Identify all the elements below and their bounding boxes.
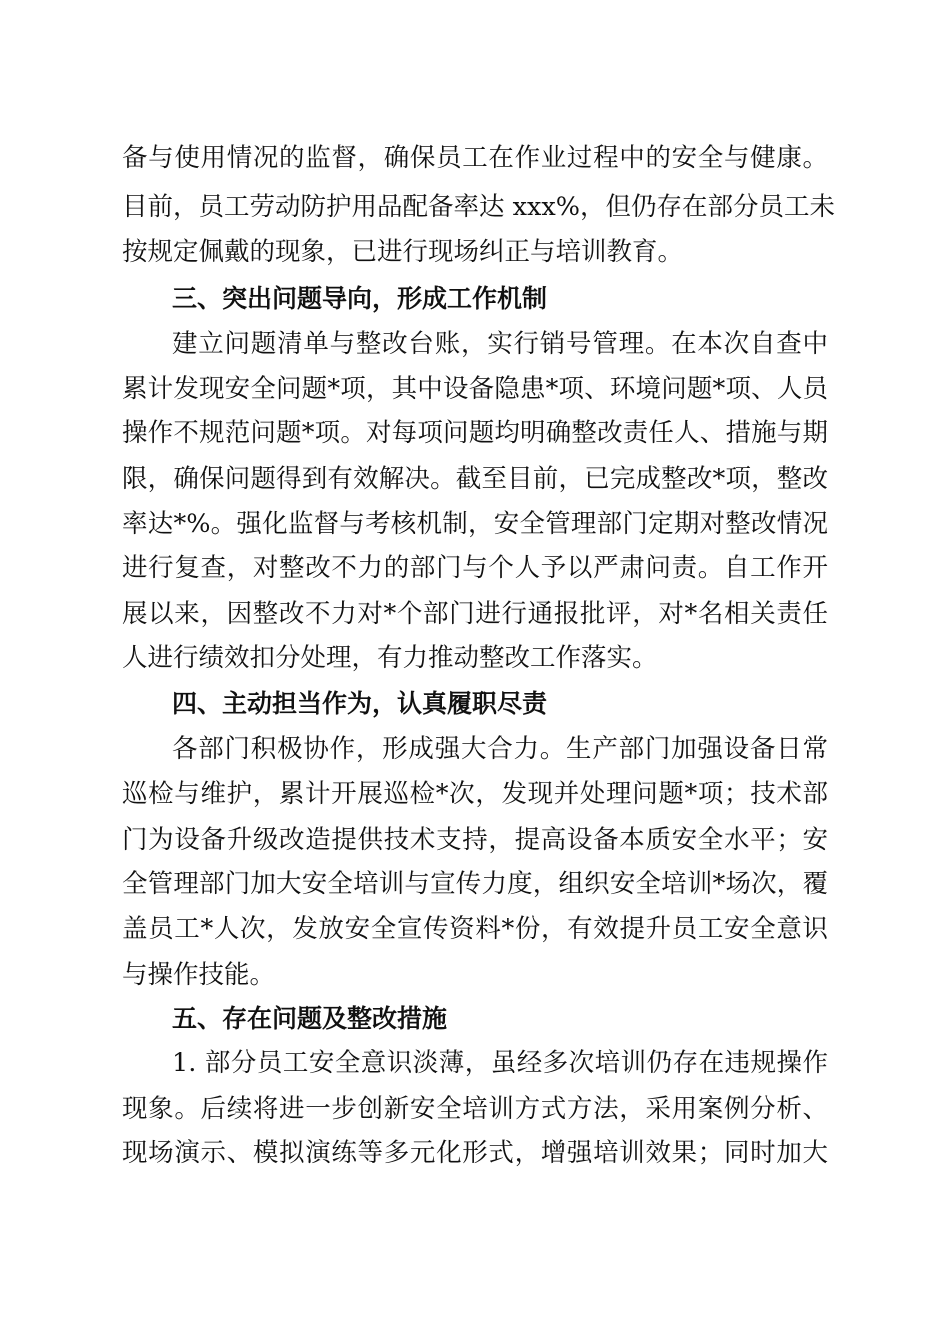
paragraph-line: 巡检与维护，累计开展巡检*次，发现并处理问题*项；技术部	[122, 779, 828, 809]
section-heading-5: 五、存在问题及整改措施	[172, 1004, 448, 1033]
paragraph-line: 全管理部门加大安全培训与宣传力度，组织安全培训*场次，覆	[122, 869, 828, 899]
paragraph-line: 目前，员工劳动防护用品配备率达 xxx%，但仍存在部分员工未	[122, 192, 835, 222]
paragraph-line: 人进行绩效扣分处理，有力推动整改工作落实。	[122, 643, 658, 673]
section-heading-3: 三、突出问题导向，形成工作机制	[172, 284, 548, 313]
paragraph-line: 现象。后续将进一步创新安全培训方式方法，采用案例分析、	[122, 1094, 828, 1124]
paragraph-line: 门为设备升级改造提供技术支持，提高设备本质安全水平；安	[122, 825, 828, 855]
paragraph-line: 按规定佩戴的现象，已进行现场纠正与培训教育。	[122, 237, 684, 267]
paragraph-line: 限，确保问题得到有效解决。截至目前，已完成整改*项，整改	[122, 464, 828, 494]
paragraph-line: 累计发现安全问题*项，其中设备隐患*项、环境问题*项、人员	[122, 374, 828, 404]
paragraph-line: 建立问题清单与整改台账，实行销号管理。在本次自查中	[172, 329, 828, 359]
paragraph-line: 展以来，因整改不力对*个部门进行通报批评，对*名相关责任	[122, 599, 828, 629]
paragraph-line: 现场演示、模拟演练等多元化形式，增强培训效果；同时加大	[122, 1138, 828, 1168]
paragraph-line: 与操作技能。	[122, 960, 276, 990]
paragraph-line: 各部门积极协作，形成强大合力。生产部门加强设备日常	[172, 734, 828, 764]
paragraph-line: 1. 部分员工安全意识淡薄，虽经多次培训仍存在违规操作	[172, 1048, 828, 1078]
paragraph-line: 进行复查，对整改不力的部门与个人予以严肃问责。自工作开	[122, 553, 828, 583]
paragraph-line: 备与使用情况的监督，确保员工在作业过程中的安全与健康。	[122, 143, 828, 173]
paragraph-line: 率达*%。强化监督与考核机制，安全管理部门定期对整改情况	[122, 509, 828, 539]
paragraph-line: 盖员工*人次，发放安全宣传资料*份，有效提升员工安全意识	[122, 914, 828, 944]
paragraph-line: 操作不规范问题*项。对每项问题均明确整改责任人、措施与期	[122, 418, 828, 448]
section-heading-4: 四、主动担当作为，认真履职尽责	[172, 689, 548, 718]
